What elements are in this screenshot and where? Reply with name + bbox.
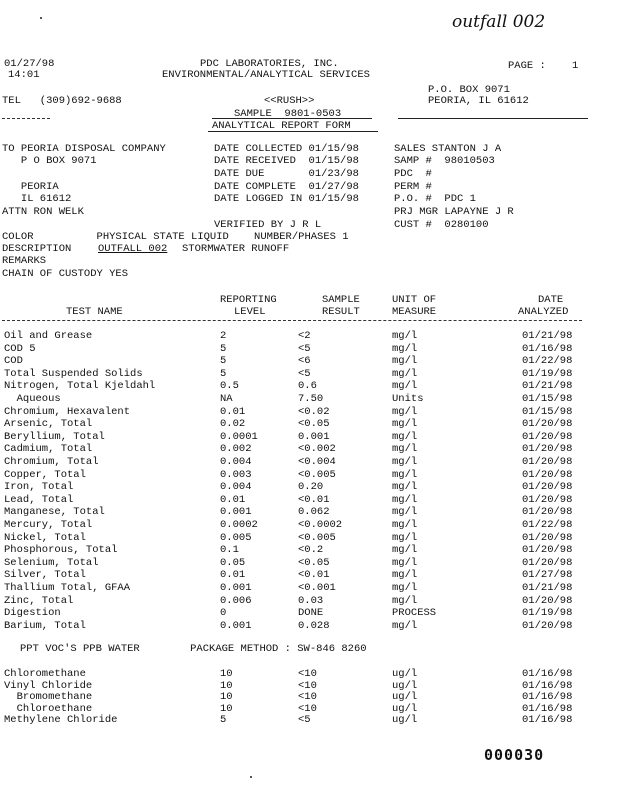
sample-result: 0.20 [298, 481, 324, 494]
sample-result: <0.02 [298, 405, 330, 418]
sample-result: <0.05 [298, 418, 330, 431]
sample-result: <0.01 [298, 493, 330, 506]
test-name: Arsenic, Total [4, 418, 93, 431]
sample-result: <10 [298, 679, 317, 692]
voc-header: PPT VOC'S PPB WATER PACKAGE METHOD : SW-846 8260 [20, 643, 367, 655]
col-measure: MEASURE [392, 306, 437, 318]
header-underline [2, 320, 582, 321]
test-name: Thallium Total, GFAA [4, 582, 131, 594]
reporting-level: 0.1 [220, 544, 239, 557]
test-name: Bromomethane [4, 691, 93, 703]
divider-center-2 [208, 131, 378, 132]
sample-result: DONE [298, 607, 324, 620]
test-name: Nickel, Total [4, 531, 86, 544]
sample-result: 0.6 [298, 380, 317, 393]
date-due: DATE DUE 01/23/98 [214, 168, 359, 180]
sample-id: SAMP # 98010503 [394, 155, 495, 167]
reporting-level: 0 [220, 607, 227, 620]
test-name: Iron, Total [4, 481, 74, 494]
unit: mg/l [392, 418, 418, 431]
sample-result: <0.005 [298, 468, 336, 481]
col-analyzed: ANALYZED [518, 306, 569, 318]
scan-speck [40, 17, 42, 19]
description-label: DESCRIPTION [2, 243, 72, 255]
reporting-level: 0.01 [220, 405, 246, 418]
col-sample: SAMPLE [322, 294, 360, 306]
sample-result: <0.2 [298, 544, 324, 557]
sample-result: 0.001 [298, 430, 330, 443]
reporting-level: 0.004 [220, 456, 252, 468]
remarks-label: REMARKS [2, 255, 47, 267]
date-analyzed: 01/20/98 [522, 619, 573, 632]
sample-result: <10 [298, 668, 317, 680]
sample-result: <0.0002 [298, 519, 343, 531]
sample-number: SAMPLE 9801-0503 [234, 108, 342, 120]
unit: mg/l [392, 531, 418, 544]
reporting-level: 0.01 [220, 493, 246, 506]
unit: mg/l [392, 468, 418, 481]
divider-right [398, 118, 588, 119]
unit: mg/l [392, 556, 418, 569]
sample-result: <0.002 [298, 443, 336, 456]
divider-center [212, 118, 372, 119]
reporting-level: 10 [220, 679, 233, 692]
unit: mg/l [392, 380, 418, 393]
client-line-1: TO PEORIA DISPOSAL COMPANY [2, 143, 166, 155]
customer-number: CUST # 0280100 [394, 219, 489, 231]
telephone: TEL (309)692-9688 [2, 95, 122, 107]
date-logged: DATE LOGGED IN 01/15/98 [214, 193, 359, 205]
test-name: COD 5 [4, 342, 36, 355]
rush-label: <<RUSH>> [264, 95, 315, 107]
test-name: Digestion [4, 607, 61, 620]
reporting-level: 5 [220, 367, 227, 380]
reporting-level: 0.001 [220, 506, 252, 519]
date-analyzed: 01/19/98 [522, 607, 573, 620]
pdc-number: PDC # [394, 168, 432, 180]
unit: mg/l [392, 430, 418, 443]
sample-result: <6 [298, 355, 311, 368]
date-analyzed: 01/20/98 [522, 418, 573, 431]
test-name: Barium, Total [4, 619, 86, 632]
sample-result: <0.05 [298, 556, 330, 569]
date-analyzed: 01/15/98 [522, 393, 573, 405]
page-label: PAGE : [508, 60, 546, 72]
reporting-level: 0.005 [220, 531, 252, 544]
date-analyzed: 01/20/98 [522, 443, 573, 456]
reporting-level: 0.002 [220, 443, 252, 456]
unit: mg/l [392, 569, 418, 582]
sample-result: <10 [298, 702, 317, 715]
test-name: Selenium, Total [4, 556, 99, 569]
date-analyzed: 01/27/98 [522, 569, 573, 582]
date-collected: DATE COLLECTED 01/15/98 [214, 143, 359, 155]
unit: mg/l [392, 355, 418, 368]
color-physical-state: COLOR PHYSICAL STATE LIQUID NUMBER/PHASES 1 [2, 231, 349, 243]
page-number: 1 [572, 60, 579, 72]
reporting-level: 0.02 [220, 418, 246, 431]
date-analyzed: 01/21/98 [522, 582, 573, 594]
unit: mg/l [392, 493, 418, 506]
date-analyzed: 01/20/98 [522, 544, 573, 557]
unit: ug/l [392, 702, 418, 715]
test-name: Aqueous [4, 393, 61, 405]
date-analyzed: 01/20/98 [522, 506, 573, 519]
sample-result: <0.001 [298, 582, 336, 594]
unit: ug/l [392, 691, 418, 703]
company-name: PDC LABORATORIES, INC. [200, 58, 339, 70]
sample-result: 0.062 [298, 506, 330, 519]
unit: PROCESS [392, 607, 437, 620]
test-name: Manganese, Total [4, 506, 105, 519]
test-name: Vinyl Chloride [4, 679, 93, 692]
sample-result: <5 [298, 367, 311, 380]
division-name: ENVIRONMENTAL/ANALYTICAL SERVICES [162, 69, 370, 81]
date-analyzed: 01/16/98 [522, 691, 573, 703]
unit: mg/l [392, 367, 418, 380]
reporting-level: 5 [220, 355, 227, 368]
unit: mg/l [392, 456, 418, 468]
reporting-level: 0.01 [220, 569, 246, 582]
divider-left [2, 118, 50, 119]
unit: mg/l [392, 330, 418, 342]
sales-rep: SALES STANTON J A [394, 143, 502, 155]
sample-result: <5 [298, 342, 311, 355]
date-received: DATE RECEIVED 01/15/98 [214, 155, 359, 167]
col-level: LEVEL [234, 306, 266, 318]
reporting-level: 0.5 [220, 380, 239, 393]
date-analyzed: 01/20/98 [522, 556, 573, 569]
date-analyzed: 01/20/98 [522, 493, 573, 506]
sample-result: 0.03 [298, 594, 324, 607]
reporting-level: 10 [220, 668, 233, 680]
date-analyzed: 01/20/98 [522, 594, 573, 607]
reporting-level: 10 [220, 691, 233, 703]
date-analyzed: 01/19/98 [522, 367, 573, 380]
description-rest: STORMWATER RUNOFF [182, 243, 290, 255]
unit: ug/l [392, 714, 418, 726]
scan-speck [250, 776, 252, 778]
reporting-level: 10 [220, 702, 233, 715]
date-analyzed: 01/20/98 [522, 456, 573, 468]
sample-result: <0.004 [298, 456, 336, 468]
page-stamp: 000030 [484, 746, 545, 764]
test-name: Mercury, Total [4, 519, 93, 531]
client-line-4: IL 61612 [2, 193, 72, 205]
reporting-level: 0.001 [220, 582, 252, 594]
sample-result: 7.50 [298, 393, 324, 405]
project-manager: PRJ MGR LAPAYNE J R [394, 206, 514, 218]
report-time: 14:01 [8, 69, 40, 81]
unit: mg/l [392, 481, 418, 494]
unit: mg/l [392, 619, 418, 632]
client-line-3: PEORIA [2, 181, 59, 193]
report-form-title: ANALYTICAL REPORT FORM [212, 120, 351, 132]
sample-result: <5 [298, 714, 311, 726]
test-name: Oil and Grease [4, 330, 93, 342]
unit: mg/l [392, 594, 418, 607]
unit: mg/l [392, 519, 418, 531]
report-date: 01/27/98 [4, 58, 55, 70]
reporting-level: 0.001 [220, 619, 252, 632]
reporting-level: 2 [220, 330, 227, 342]
client-line-5: ATTN RON WELK [2, 206, 84, 218]
unit: mg/l [392, 443, 418, 456]
test-name: Beryllium, Total [4, 430, 105, 443]
reporting-level: 0.003 [220, 468, 252, 481]
sample-result: <0.01 [298, 569, 330, 582]
unit: mg/l [392, 544, 418, 557]
reporting-level: 5 [220, 714, 227, 726]
unit: Units [392, 393, 424, 405]
description-value: OUTFALL 002 [98, 243, 168, 255]
test-name: Chloroethane [4, 702, 93, 715]
unit: mg/l [392, 506, 418, 519]
test-name: Copper, Total [4, 468, 86, 481]
test-name: Cadmium, Total [4, 443, 93, 456]
po-number: P.O. # PDC 1 [394, 193, 476, 205]
date-analyzed: 01/16/98 [522, 702, 573, 715]
test-name: Chloromethane [4, 668, 86, 680]
unit: mg/l [392, 342, 418, 355]
test-name: Chromium, Hexavalent [4, 405, 131, 418]
client-line-2: P O BOX 9071 [2, 155, 97, 167]
permit-number: PERM # [394, 181, 432, 193]
reporting-level: 0.006 [220, 594, 252, 607]
test-name: Methylene Chloride [4, 714, 118, 726]
col-test-name: TEST NAME [66, 306, 123, 318]
chain-of-custody: CHAIN OF CUSTODY YES [2, 268, 129, 280]
col-unit-of: UNIT OF [392, 294, 437, 306]
sample-result: <10 [298, 691, 317, 703]
sample-result: 0.028 [298, 619, 330, 632]
reporting-level: 0.05 [220, 556, 246, 569]
reporting-level: 0.0001 [220, 430, 258, 443]
date-analyzed: 01/16/98 [522, 679, 573, 692]
po-box: P.O. BOX 9071 [428, 84, 510, 96]
reporting-level: 0.0002 [220, 519, 258, 531]
date-analyzed: 01/16/98 [522, 668, 573, 680]
unit: mg/l [392, 405, 418, 418]
date-analyzed: 01/20/98 [522, 531, 573, 544]
test-name: Lead, Total [4, 493, 74, 506]
test-name: Zinc, Total [4, 594, 74, 607]
lab-city: PEORIA, IL 61612 [428, 95, 529, 107]
date-analyzed: 01/21/98 [522, 330, 573, 342]
reporting-level: NA [220, 393, 233, 405]
test-name: Silver, Total [4, 569, 86, 582]
sample-result: <0.005 [298, 531, 336, 544]
unit: ug/l [392, 679, 418, 692]
date-analyzed: 01/16/98 [522, 342, 573, 355]
col-date: DATE [538, 294, 564, 306]
date-analyzed: 01/20/98 [522, 430, 573, 443]
test-name: COD [4, 355, 23, 368]
col-reporting: REPORTING [220, 294, 277, 306]
date-analyzed: 01/21/98 [522, 380, 573, 393]
sample-result: <2 [298, 330, 311, 342]
date-analyzed: 01/20/98 [522, 481, 573, 494]
col-result: RESULT [322, 306, 360, 318]
test-name: Nitrogen, Total Kjeldahl [4, 380, 156, 393]
date-analyzed: 01/20/98 [522, 468, 573, 481]
handwritten-note: outfall 002 [452, 12, 546, 32]
date-analyzed: 01/15/98 [522, 405, 573, 418]
test-name: Phosphorous, Total [4, 544, 118, 557]
test-name: Chromium, Total [4, 456, 99, 468]
date-analyzed: 01/22/98 [522, 355, 573, 368]
unit: ug/l [392, 668, 418, 680]
date-analyzed: 01/16/98 [522, 714, 573, 726]
verified-by: VERIFIED BY J R L [214, 219, 322, 231]
date-analyzed: 01/22/98 [522, 519, 573, 531]
date-complete: DATE COMPLETE 01/27/98 [214, 181, 359, 193]
test-name: Total Suspended Solids [4, 367, 143, 380]
reporting-level: 5 [220, 342, 227, 355]
reporting-level: 0.004 [220, 481, 252, 494]
unit: mg/l [392, 582, 418, 594]
